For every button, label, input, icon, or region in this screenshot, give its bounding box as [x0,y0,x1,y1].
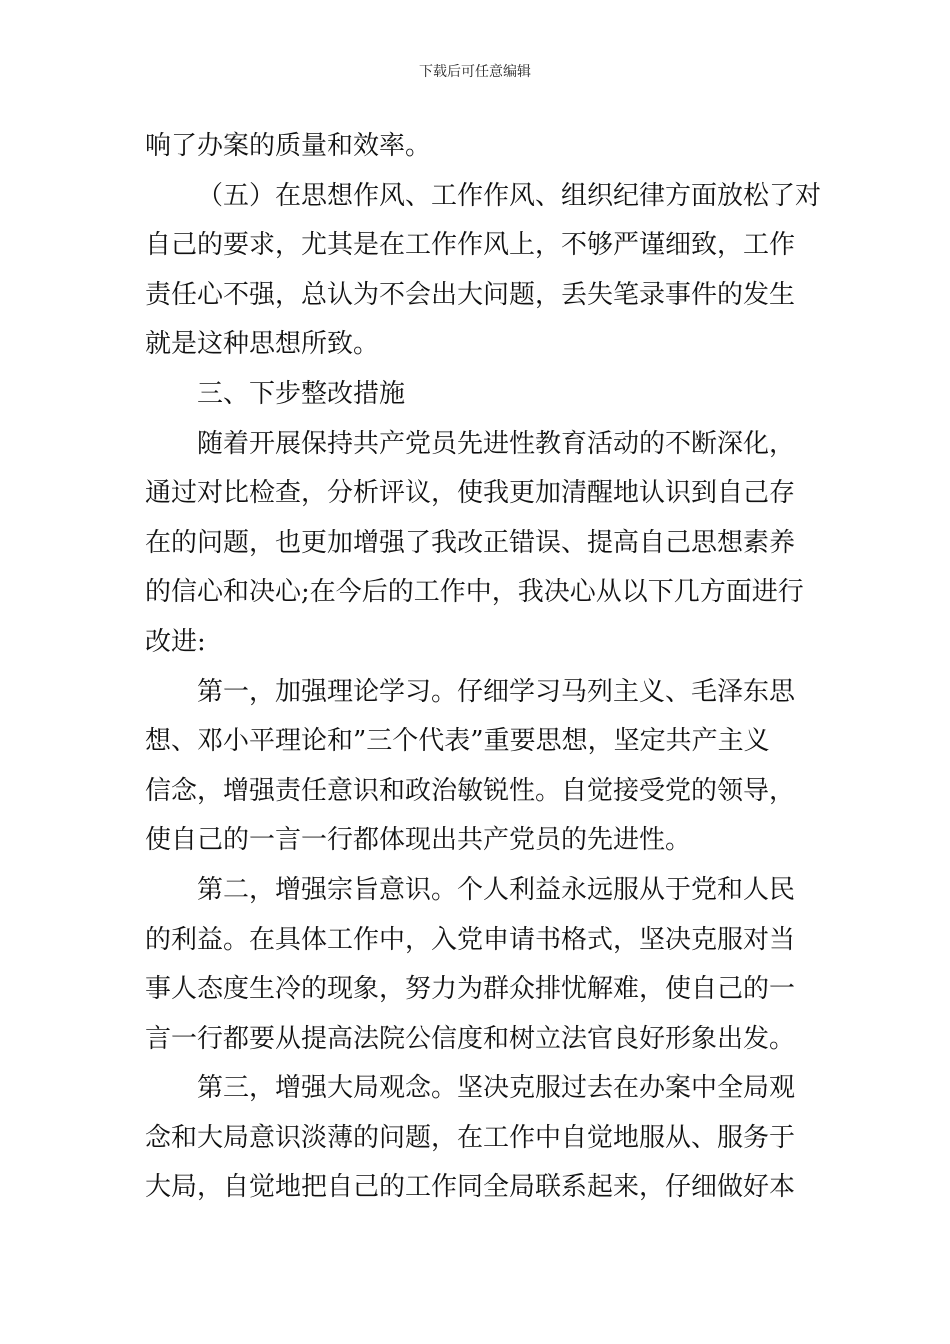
text-line: 第一，加强理论学习。仔细学习马列主义、毛泽东思 [197,676,796,707]
text-line: 言一行都要从提高法院公信度和树立法官良好形象出发。 [145,1023,796,1054]
text-line: 使自己的一言一行都体现出共产党员的先进性。 [145,825,692,856]
text-line: 在的问题，也更加增强了我改正错误、提高自己思想素养 [145,527,796,558]
text-line: 响了办案的质量和效率。 [145,131,432,161]
text-line: 事人态度生冷的现象，努力为群众排忧解难，使自己的一 [145,974,796,1005]
text-line: 念和大局意识淡薄的问题，在工作中自觉地服从、服务于 [145,1122,796,1153]
text-line: 大局，自觉地把自己的工作同全局联系起来，仔细做好本 [145,1172,796,1203]
text-line: 第二，增强宗旨意识。个人利益永远服从于党和人民 [197,874,796,905]
text-line: 就是这种思想所致。 [145,329,380,360]
page-header: 下载后可任意编辑 [419,64,531,80]
text-line: 改进: [145,626,206,657]
text-line: 的利益。在具体工作中，入党申请书格式，坚决克服对当 [145,924,796,955]
text-line: （五）在思想作风、工作作风、组织纪律方面放松了对 [197,180,822,211]
text-line: 信念，增强责任意识和政治敏锐性。自觉接受党的领导， [145,775,796,806]
text-line: 通过对比检查，分析评议，使我更加清醒地认识到自己存 [145,478,796,509]
section-heading: 三、下步整改措施 [197,378,406,409]
text-line: 自己的要求，尤其是在工作作风上，不够严谨细致，工作 [145,230,796,261]
text-line: 的信心和决心;在今后的工作中，我决心从以下几方面进行 [145,577,804,608]
document-body [145,122,822,1213]
text-line: 责任心不强，总认为不会出大问题，丢失笔录事件的发生 [145,279,796,310]
text-line: 第三，增强大局观念。坚决克服过去在办案中全局观 [197,1073,796,1104]
text-line: 想、邓小平理论和”三个代表”重要思想，坚定共产主义 [145,726,770,757]
text-line: 随着开展保持共产党员先进性教育活动的不断深化， [197,428,796,459]
